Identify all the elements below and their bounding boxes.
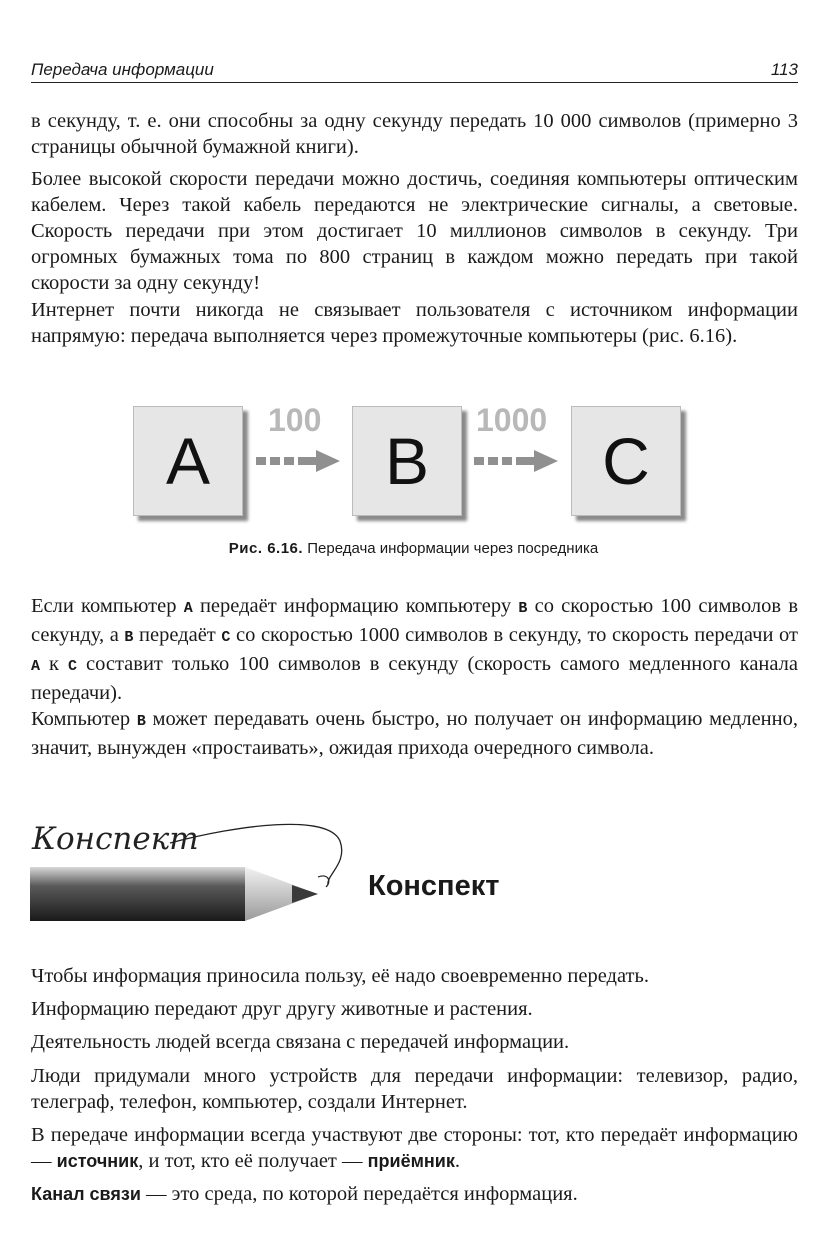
arrow-bc-icon	[474, 449, 560, 473]
p5-computer-b: B	[136, 713, 146, 730]
summary-point-4: Люди придумали много устройств для передачи информации: телевизор, радио, телеграф, телефон, компьютер, создали Интернет.	[31, 1065, 798, 1113]
term-source: источник	[56, 1151, 139, 1171]
caption-text: Передача информации через посредника	[303, 540, 599, 557]
speed-label-bc: 1000	[476, 402, 548, 438]
figure-caption	[0, 540, 827, 557]
s5-text-1: В передаче информации всегда участвуют две стороны: тот, кто передаёт информацию —	[31, 1124, 798, 1172]
p4-text-1: Если компьютер	[31, 595, 184, 617]
running-header	[31, 58, 798, 83]
term-receiver: приёмник	[367, 1151, 455, 1171]
computer-c-box: C	[571, 406, 681, 516]
p4-text-4: передаёт	[133, 624, 222, 646]
page-number: 113	[770, 60, 798, 79]
p4-computer-a-2: A	[31, 658, 41, 675]
p4-computer-c-2: C	[67, 658, 77, 675]
p4-text-5: со скоростью 1000 символов в секунду, то скорость передачи от	[230, 624, 798, 646]
p5-text-2: может передавать очень быстро, но получает он информацию медленно, значит, вынужден «простаивать», ожидая прихода очередного символа.	[31, 708, 798, 759]
paragraph-2: Более высокой скорости передачи можно достичь, соединяя компьютеры оптическим кабелем. Через такой кабель передаются не электрические сигналы, а световые. Скорость передачи при этом достигает 10 миллионов символов в секунду. Три огромных бумажных тома по 800 страниц в каждом можно передать при такой скорости за одну секунду!	[31, 168, 798, 294]
summary-point-5	[31, 1122, 798, 1174]
summary-heading: Конспект	[368, 870, 500, 902]
p4-computer-b: B	[518, 600, 528, 617]
p5-text-1: Компьютер	[31, 708, 137, 730]
paragraph-5	[31, 706, 798, 761]
caption-number: Рис. 6.16.	[228, 540, 304, 557]
p4-computer-a: A	[183, 600, 193, 617]
computer-b-box: B	[352, 406, 462, 516]
figure-6-16	[0, 400, 827, 535]
paragraph-3: Интернет почти никогда не связывает пользователя с источником информации напрямую: передача выполняется через промежуточные компьютеры (рис. 6.16).	[31, 299, 798, 347]
paragraph-1: в секунду, т. е. они способны за одну секунду передать 10 000 символов (примерно 3 страницы обычной бумажной книги).	[31, 110, 798, 158]
p4-text-7: составит только 100 символов в секунду (скорость самого медленного канала передачи).	[31, 653, 799, 704]
s6-text-1: — это среда, по которой передаётся информация.	[140, 1183, 578, 1205]
term-channel: Канал связи	[31, 1184, 141, 1204]
summary-script-label: Конспект	[32, 821, 199, 857]
summary-pencil-icon	[28, 815, 358, 935]
p4-text-6: к	[40, 653, 68, 675]
arrow-ab-icon	[256, 449, 342, 473]
summary-point-3: Деятельность людей всегда связана с передачей информации.	[31, 1031, 570, 1053]
summary-point-2: Информацию передают друг другу животные и растения.	[31, 998, 533, 1020]
speed-label-ab: 100	[268, 402, 322, 438]
s5-text-2: , и тот, кто её получает —	[138, 1150, 368, 1172]
paragraph-4	[31, 593, 798, 706]
p4-computer-c: C	[221, 629, 231, 646]
p4-computer-b-2: B	[124, 629, 134, 646]
chapter-title: Передача информации	[31, 60, 214, 79]
computer-a-box: A	[133, 406, 243, 516]
p4-text-2: передаёт информацию компьютеру	[192, 595, 519, 617]
s5-text-3: .	[454, 1150, 460, 1172]
summary-point-1: Чтобы информация приносила пользу, её надо своевременно передать.	[31, 965, 649, 987]
summary-point-6	[31, 1181, 798, 1207]
p4-text-3: со скоростью 100 символов в секунду, а	[31, 595, 798, 646]
